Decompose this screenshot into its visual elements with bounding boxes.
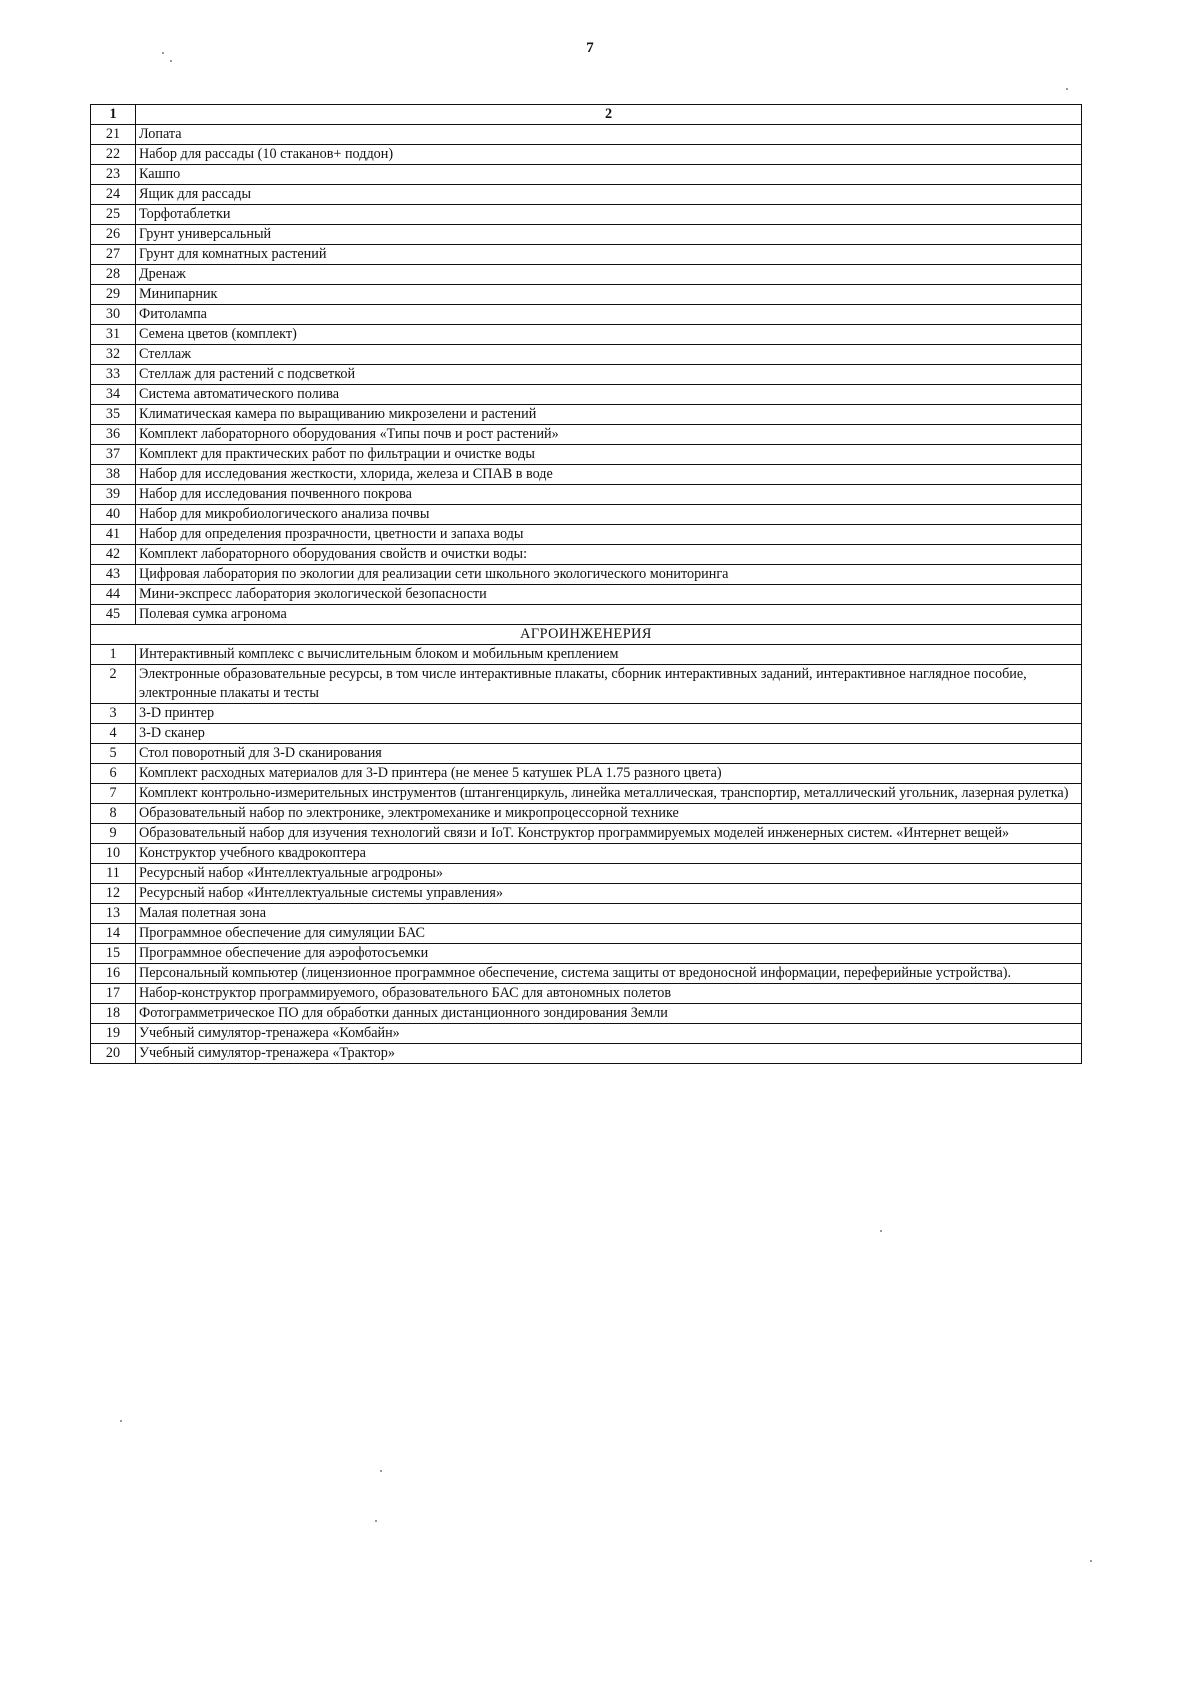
table-row bbox=[91, 245, 1082, 265]
row-item-name: Стеллаж bbox=[136, 345, 1082, 365]
row-number: 9 bbox=[91, 824, 136, 844]
table-row bbox=[91, 285, 1082, 305]
row-item-name: Программное обеспечение для симуляции БАС bbox=[136, 924, 1082, 944]
row-item-name: Цифровая лаборатория по экологии для реализации сети школьного экологического мониторинга bbox=[136, 565, 1082, 585]
scan-speck bbox=[1090, 1560, 1092, 1562]
equipment-table bbox=[90, 104, 1082, 1064]
table-row bbox=[91, 145, 1082, 165]
row-number: 44 bbox=[91, 585, 136, 605]
row-item-name: 3-D сканер bbox=[136, 724, 1082, 744]
row-number: 34 bbox=[91, 385, 136, 405]
row-number: 20 bbox=[91, 1044, 136, 1064]
table-row bbox=[91, 784, 1082, 804]
row-number: 19 bbox=[91, 1024, 136, 1044]
scan-speck bbox=[170, 60, 172, 62]
scan-speck bbox=[380, 1470, 382, 1472]
table-row bbox=[91, 904, 1082, 924]
row-item-name: Комплект для практических работ по фильтрации и очистке воды bbox=[136, 445, 1082, 465]
table-header-row bbox=[91, 105, 1082, 125]
table-row bbox=[91, 924, 1082, 944]
row-item-name: Комплект расходных материалов для 3-D принтера (не менее 5 катушек PLA 1.75 разного цвета) bbox=[136, 764, 1082, 784]
table-row bbox=[91, 764, 1082, 784]
row-number: 39 bbox=[91, 485, 136, 505]
row-item-name: Фитолампа bbox=[136, 305, 1082, 325]
table-row bbox=[91, 165, 1082, 185]
table-row bbox=[91, 225, 1082, 245]
equipment-table-body bbox=[91, 105, 1082, 1064]
row-number: 32 bbox=[91, 345, 136, 365]
row-number: 18 bbox=[91, 1004, 136, 1024]
row-number: 17 bbox=[91, 984, 136, 1004]
row-item-name: Программное обеспечение для аэрофотосъемки bbox=[136, 944, 1082, 964]
row-number: 45 bbox=[91, 605, 136, 625]
scan-speck bbox=[880, 1230, 882, 1232]
row-item-name: Стеллаж для растений с подсветкой bbox=[136, 365, 1082, 385]
row-item-name: Система автоматического полива bbox=[136, 385, 1082, 405]
table-row bbox=[91, 325, 1082, 345]
row-item-name: Набор для рассады (10 стаканов+ поддон) bbox=[136, 145, 1082, 165]
table-row bbox=[91, 205, 1082, 225]
table-row bbox=[91, 724, 1082, 744]
row-number: 6 bbox=[91, 764, 136, 784]
row-item-name: Набор-конструктор программируемого, образовательного БАС для автономных полетов bbox=[136, 984, 1082, 1004]
row-number: 5 bbox=[91, 744, 136, 764]
row-number: 3 bbox=[91, 704, 136, 724]
row-item-name: Полевая сумка агронома bbox=[136, 605, 1082, 625]
table-row bbox=[91, 645, 1082, 665]
table-row bbox=[91, 944, 1082, 964]
section-row bbox=[91, 625, 1082, 645]
row-number: 28 bbox=[91, 265, 136, 285]
row-item-name: Ресурсный набор «Интеллектуальные агродроны» bbox=[136, 864, 1082, 884]
row-number: 1 bbox=[91, 645, 136, 665]
row-item-name: Набор для микробиологического анализа почвы bbox=[136, 505, 1082, 525]
header-cell-name: 2 bbox=[136, 105, 1082, 125]
table-row bbox=[91, 365, 1082, 385]
row-number: 33 bbox=[91, 365, 136, 385]
row-number: 2 bbox=[91, 665, 136, 704]
row-item-name: Минипарник bbox=[136, 285, 1082, 305]
row-item-name: Набор для определения прозрачности, цветности и запаха воды bbox=[136, 525, 1082, 545]
table-row bbox=[91, 545, 1082, 565]
table-row bbox=[91, 704, 1082, 724]
scan-speck bbox=[120, 1420, 122, 1422]
row-item-name: Климатическая камера по выращиванию микрозелени и растений bbox=[136, 405, 1082, 425]
table-row bbox=[91, 605, 1082, 625]
table-row bbox=[91, 485, 1082, 505]
row-number: 22 bbox=[91, 145, 136, 165]
scan-speck bbox=[162, 52, 164, 54]
row-item-name: 3-D принтер bbox=[136, 704, 1082, 724]
row-number: 40 bbox=[91, 505, 136, 525]
page-number: 7 bbox=[586, 40, 594, 56]
header-cell-number: 1 bbox=[91, 105, 136, 125]
table-row bbox=[91, 1004, 1082, 1024]
row-number: 38 bbox=[91, 465, 136, 485]
table-row bbox=[91, 565, 1082, 585]
row-item-name: Интерактивный комплекс с вычислительным блоком и мобильным креплением bbox=[136, 645, 1082, 665]
row-item-name: Набор для исследования почвенного покрова bbox=[136, 485, 1082, 505]
row-item-name: Ящик для рассады bbox=[136, 185, 1082, 205]
section-title: АГРОИНЖЕНЕРИЯ bbox=[91, 625, 1082, 645]
row-item-name: Мини-экспресс лаборатория экологической безопасности bbox=[136, 585, 1082, 605]
table-row bbox=[91, 1024, 1082, 1044]
row-item-name: Образовательный набор для изучения технологий связи и IoT. Конструктор программируемых моделей инженерных систем. «Интернет вещей» bbox=[136, 824, 1082, 844]
row-item-name: Грунт универсальный bbox=[136, 225, 1082, 245]
table-row bbox=[91, 844, 1082, 864]
row-item-name: Учебный симулятор-тренажера «Комбайн» bbox=[136, 1024, 1082, 1044]
table-row bbox=[91, 665, 1082, 704]
row-number: 37 bbox=[91, 445, 136, 465]
row-item-name: Лопата bbox=[136, 125, 1082, 145]
row-number: 7 bbox=[91, 784, 136, 804]
table-row bbox=[91, 445, 1082, 465]
row-item-name: Ресурсный набор «Интеллектуальные системы управления» bbox=[136, 884, 1082, 904]
row-item-name: Кашпо bbox=[136, 165, 1082, 185]
row-number: 31 bbox=[91, 325, 136, 345]
row-item-name: Образовательный набор по электронике, электромеханике и микропроцессорной технике bbox=[136, 804, 1082, 824]
table-row bbox=[91, 525, 1082, 545]
row-number: 23 bbox=[91, 165, 136, 185]
row-item-name: Фотограмметрическое ПО для обработки данных дистанционного зондирования Земли bbox=[136, 1004, 1082, 1024]
table-row bbox=[91, 425, 1082, 445]
row-number: 26 bbox=[91, 225, 136, 245]
table-row bbox=[91, 385, 1082, 405]
table-row bbox=[91, 964, 1082, 984]
row-item-name: Конструктор учебного квадрокоптера bbox=[136, 844, 1082, 864]
table-row bbox=[91, 345, 1082, 365]
row-number: 16 bbox=[91, 964, 136, 984]
table-row bbox=[91, 804, 1082, 824]
row-item-name: Комплект контрольно-измерительных инструментов (штангенциркуль, линейка металлическая, транспортир, металлический угольник, лазерная рулетка) bbox=[136, 784, 1082, 804]
table-row bbox=[91, 505, 1082, 525]
row-item-name: Торфотаблетки bbox=[136, 205, 1082, 225]
row-number: 10 bbox=[91, 844, 136, 864]
row-number: 4 bbox=[91, 724, 136, 744]
row-item-name: Персональный компьютер (лицензионное программное обеспечение, система защиты от вредоносной информации, переферийные устройства). bbox=[136, 964, 1082, 984]
row-number: 41 bbox=[91, 525, 136, 545]
table-row bbox=[91, 465, 1082, 485]
row-number: 15 bbox=[91, 944, 136, 964]
table-row bbox=[91, 585, 1082, 605]
row-number: 29 bbox=[91, 285, 136, 305]
table-row bbox=[91, 984, 1082, 1004]
row-number: 42 bbox=[91, 545, 136, 565]
row-item-name: Электронные образовательные ресурсы, в том числе интерактивные плакаты, сборник интерактивных заданий, интерактивное наглядное пособие, электронные плакаты и тесты bbox=[136, 665, 1082, 704]
row-item-name: Малая полетная зона bbox=[136, 904, 1082, 924]
scan-speck bbox=[375, 1520, 377, 1522]
row-number: 11 bbox=[91, 864, 136, 884]
row-number: 25 bbox=[91, 205, 136, 225]
row-item-name: Комплект лабораторного оборудования свойств и очистки воды: bbox=[136, 545, 1082, 565]
table-row bbox=[91, 744, 1082, 764]
table-row bbox=[91, 125, 1082, 145]
row-item-name: Комплект лабораторного оборудования «Типы почв и рост растений» bbox=[136, 425, 1082, 445]
row-number: 30 bbox=[91, 305, 136, 325]
table-row bbox=[91, 305, 1082, 325]
table-row bbox=[91, 1044, 1082, 1064]
table-row bbox=[91, 824, 1082, 844]
row-number: 36 bbox=[91, 425, 136, 445]
row-item-name: Стол поворотный для 3-D сканирования bbox=[136, 744, 1082, 764]
row-number: 8 bbox=[91, 804, 136, 824]
table-row bbox=[91, 265, 1082, 285]
table-row bbox=[91, 864, 1082, 884]
row-number: 35 bbox=[91, 405, 136, 425]
table-row bbox=[91, 405, 1082, 425]
row-number: 21 bbox=[91, 125, 136, 145]
table-row bbox=[91, 185, 1082, 205]
row-item-name: Дренаж bbox=[136, 265, 1082, 285]
row-number: 12 bbox=[91, 884, 136, 904]
row-item-name: Семена цветов (комплект) bbox=[136, 325, 1082, 345]
table-row bbox=[91, 884, 1082, 904]
row-item-name: Набор для исследования жесткости, хлорида, железа и СПАВ в воде bbox=[136, 465, 1082, 485]
scan-speck bbox=[1066, 88, 1068, 90]
row-number: 14 bbox=[91, 924, 136, 944]
row-number: 13 bbox=[91, 904, 136, 924]
row-number: 24 bbox=[91, 185, 136, 205]
row-number: 27 bbox=[91, 245, 136, 265]
row-item-name: Грунт для комнатных растений bbox=[136, 245, 1082, 265]
row-number: 43 bbox=[91, 565, 136, 585]
row-item-name: Учебный симулятор-тренажера «Трактор» bbox=[136, 1044, 1082, 1064]
